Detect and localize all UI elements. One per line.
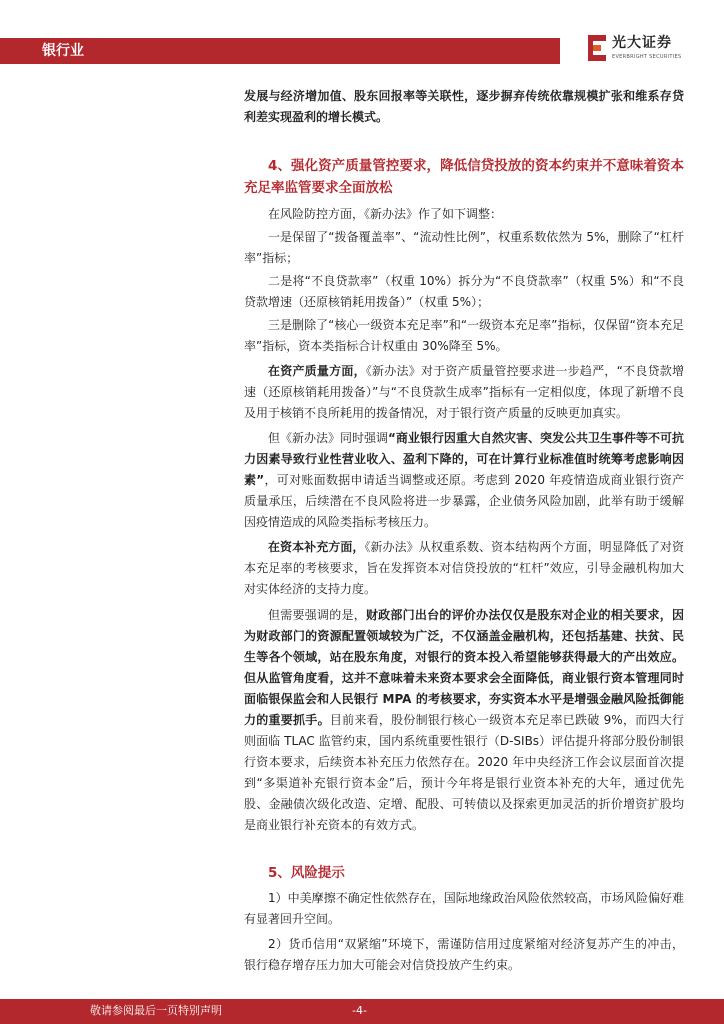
logo-text-cn: 光大证券 (612, 35, 672, 51)
industry-label: 银行业 (42, 43, 84, 59)
header-bar (0, 38, 560, 64)
everbright-logo-icon (588, 35, 606, 61)
risk-note-2: 2）货币信用“双紧缩”环境下，需谨防信用过度紧缩对经济复苏产生的冲击，银行稳存增存压力加大可能会对信贷投放产生约束。 (244, 937, 684, 972)
risk-control-lead: 在风险防控方面，《新办法》作了如下调整： (268, 207, 503, 221)
capital-paragraph (244, 537, 684, 600)
asset-quality-paragraph (244, 361, 684, 424)
section-5-heading: 5、风险提示 (268, 865, 345, 881)
risk-note-1: 1）中美摩擦不确定性依然存在，国际地缘政治风险依然较高，市场风险偏好难有显著回升空间。 (244, 891, 684, 926)
force-majeure-lead: 但《新办法》同时强调 (268, 431, 389, 445)
footer-disclaimer: 敬请参阅最后一页特别声明 (90, 1004, 222, 1017)
adjustment-1: 一是保留了“拨备覆盖率”、“流动性比例”，权重系数依然为 5%，删除了“杠杆率”指标； (244, 230, 684, 265)
force-majeure-text: ，可对账面数据申请适当调整或还原。考虑到 2020 年疫情造成商业银行资产质量承压，后续潜在不良风险将进一步暴露，企业债务风险加剧，此举有助于缓解因疫情造成的风险类指标考核压力。 (244, 473, 685, 529)
adjustment-2: 二是将“不良贷款率”（权重 10%）拆分为“不良贷款率”（权重 5%）和“不良贷款增速（还原核销耗用拨备）”（权重 5%）； (244, 274, 684, 309)
section-4-heading: 4、强化资产质量管控要求，降低信贷投放的资本约束并不意味着资本充足率监管要求全面放松 (244, 158, 684, 196)
emphasis-bold: 财政部门出台的评价办法仅仅是股东对企业的相关要求，因为财政部门的资源配置领域较为广泛，不仅涵盖金融机构，还包括基建、扶贫、民生等各个领域，站在股东角度，对银行的资本投入希望能够获得最大的产出效应。但从监管角度看，这并不意味着未来资本要求会全面降低，商业银行资本管理同时面临银保监会和人民银行 MPA 的考核要求，夯实资本水平是增强金融风险抵御能力的重要抓手。 (244, 608, 684, 727)
force-majeure-quote: “商业银行因重大自然灾害、突发公共卫生事件等不可抗力因素导致行业性营业收入、盈利下降的，可在计算行业标准值时统筹考虑影响因素” (244, 431, 684, 487)
capital-text: 《新办法》从权重系数、资本结构两个方面，明显降低了对资本充足率的考核要求，旨在发挥资本对信贷投放的“杠杆”效应，引导金融机构加大对实体经济的支持力度。 (244, 540, 684, 596)
intro-paragraph: 发展与经济增加值、股东回报率等关联性，逐步摒弃传统依靠规模扩张和维系存贷利差实现盈利的增长模式。 (244, 89, 684, 124)
capital-lead: 在资本补充方面， (268, 540, 365, 554)
report-body (244, 86, 684, 976)
force-majeure-paragraph (244, 428, 684, 533)
page-number: -4- (352, 1004, 367, 1017)
asset-quality-text: 《新办法》对于资产质量管控要求进一步趋严，“不良贷款增速（还原核销耗用拨备）”与“不良贷款生成率”指标有一定相似度，体现了新增不良及用于核销不良所耗用的拨备情况，对于银行资产质量的反映更加真实。 (244, 364, 684, 420)
brand-logo (588, 33, 698, 67)
logo-text-en: EVERBRIGHT SECURITIES (612, 54, 682, 60)
emphasis-text: 目前来看，股份制银行核心一级资本充足率已跌破 9%，而四大行则面临 TLAC 监管约束，国内系统重要性银行（D-SIBs）评估提升将部分股份制银行资本要求，后续资本补充压力依然存在。2020 年中央经济工作会议层面首次提到“多渠道补充银行资本金”后，预计今年将是银行业资本补充的大年，通过优先股、金融债次级化改造、定增、配股、可转债以及探索更加灵活的折价增资扩股均是商业银行补充资本的有效方式。 (244, 713, 684, 832)
asset-quality-lead: 在资产质量方面， (268, 364, 366, 378)
emphasis-paragraph (244, 605, 684, 836)
adjustment-3: 三是删除了“核心一级资本充足率”和“一级资本充足率”指标，仅保留“资本充足率”指标，资本类指标合计权重由 30%降至 5%。 (244, 318, 684, 353)
emphasis-lead: 但需要强调的是， (268, 608, 366, 622)
